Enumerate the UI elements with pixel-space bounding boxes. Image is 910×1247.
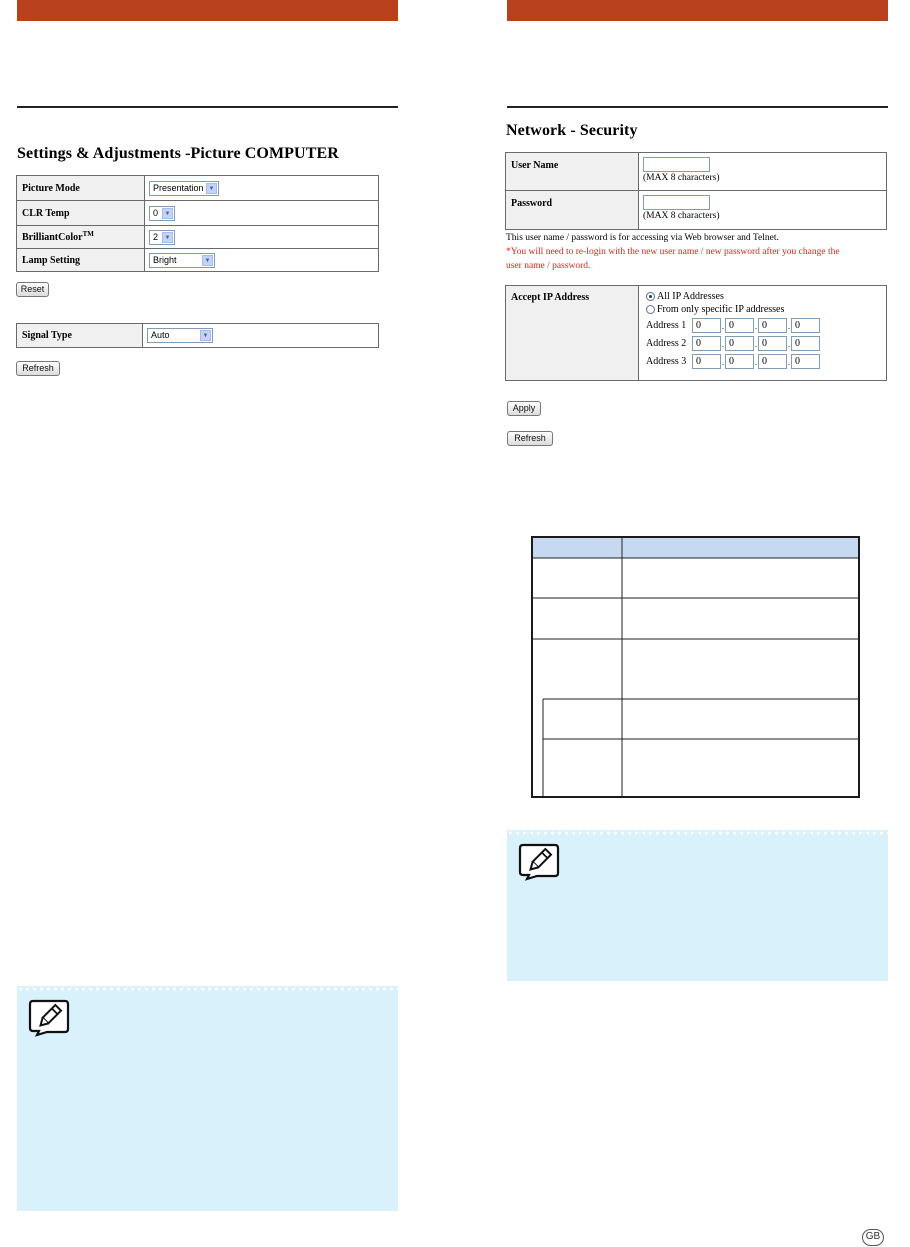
chevron-down-icon: ▼ [202,255,213,266]
accept-ip-table [505,285,887,381]
page-title-security: Network - Security [506,122,638,139]
clr-temp-select[interactable]: 0 ▼ [149,206,175,221]
lamp-setting-select[interactable]: Bright ▼ [149,253,215,268]
refresh-button-left[interactable]: Refresh [16,361,60,376]
password-hint: (MAX 8 characters) [643,211,720,221]
brilliantcolor-select[interactable]: 2 ▼ [149,230,175,245]
picture-mode-label: Picture Mode [17,176,145,201]
radio-selected-icon [646,292,655,301]
address-row-3: Address 3 0 . 0 . 0 . 0 [646,354,886,372]
user-name-label: User Name [506,153,639,191]
chevron-down-icon: ▼ [206,183,217,194]
refresh-button-right[interactable]: Refresh [507,431,553,446]
radio-specific-ip[interactable]: From only specific IP addresses [646,303,886,316]
chevron-down-icon: ▼ [162,232,173,243]
picture-mode-select[interactable]: Presentation ▼ [149,181,219,196]
description-table [531,536,860,798]
address2-octet2[interactable]: 0 [725,336,754,351]
left-divider [17,106,398,108]
address2-octet4[interactable]: 0 [791,336,820,351]
address3-octet3[interactable]: 0 [758,354,787,369]
address3-octet1[interactable]: 0 [692,354,721,369]
address1-octet4[interactable]: 0 [791,318,820,333]
password-input[interactable] [643,195,710,210]
chevron-down-icon: ▼ [200,330,211,341]
address2-octet1[interactable]: 0 [692,336,721,351]
credentials-table [505,152,887,230]
lamp-setting-label: Lamp Setting [17,249,145,272]
address-row-1: Address 1 0 . 0 . 0 . 0 [646,318,886,336]
brilliantcolor-label: BrilliantColor™ [17,226,145,249]
address1-octet1[interactable]: 0 [692,318,721,333]
user-name-hint: (MAX 8 characters) [643,173,720,183]
password-label: Password [506,191,639,230]
right-note-box [507,830,888,981]
right-header-bar [507,0,888,21]
description-table-grid [533,538,858,796]
signal-type-label: Signal Type [17,324,143,348]
apply-button[interactable]: Apply [507,401,541,416]
chevron-down-icon: ▼ [162,208,173,219]
clr-temp-label: CLR Temp [17,201,145,226]
page-title-picture: Settings & Adjustments -Picture COMPUTER [17,145,339,162]
left-note-box [17,986,398,1211]
radio-all-ip[interactable]: All IP Addresses [646,290,886,303]
address3-octet2[interactable]: 0 [725,354,754,369]
signal-type-select[interactable]: Auto ▼ [147,328,213,343]
right-divider [507,106,888,108]
credentials-note: This user name / password is for accessing via Web browser and Telnet. [506,233,779,243]
address3-octet4[interactable]: 0 [791,354,820,369]
radio-unselected-icon [646,305,655,314]
relogin-warning-1: *You will need to re-login with the new user name / new password after you change the [506,247,840,257]
left-header-bar [17,0,398,21]
accept-ip-label: Accept IP Address [506,286,639,381]
reset-button[interactable]: Reset [16,282,49,297]
signal-type-table [16,323,379,348]
language-badge: GB [862,1229,884,1246]
address1-octet3[interactable]: 0 [758,318,787,333]
relogin-warning-2: user name / password. [506,261,591,271]
picture-settings-table [16,175,379,272]
user-name-input[interactable] [643,157,710,172]
pencil-icon [517,841,561,881]
pencil-icon [27,997,71,1037]
address2-octet3[interactable]: 0 [758,336,787,351]
address-row-2: Address 2 0 . 0 . 0 . 0 [646,336,886,354]
address1-octet2[interactable]: 0 [725,318,754,333]
